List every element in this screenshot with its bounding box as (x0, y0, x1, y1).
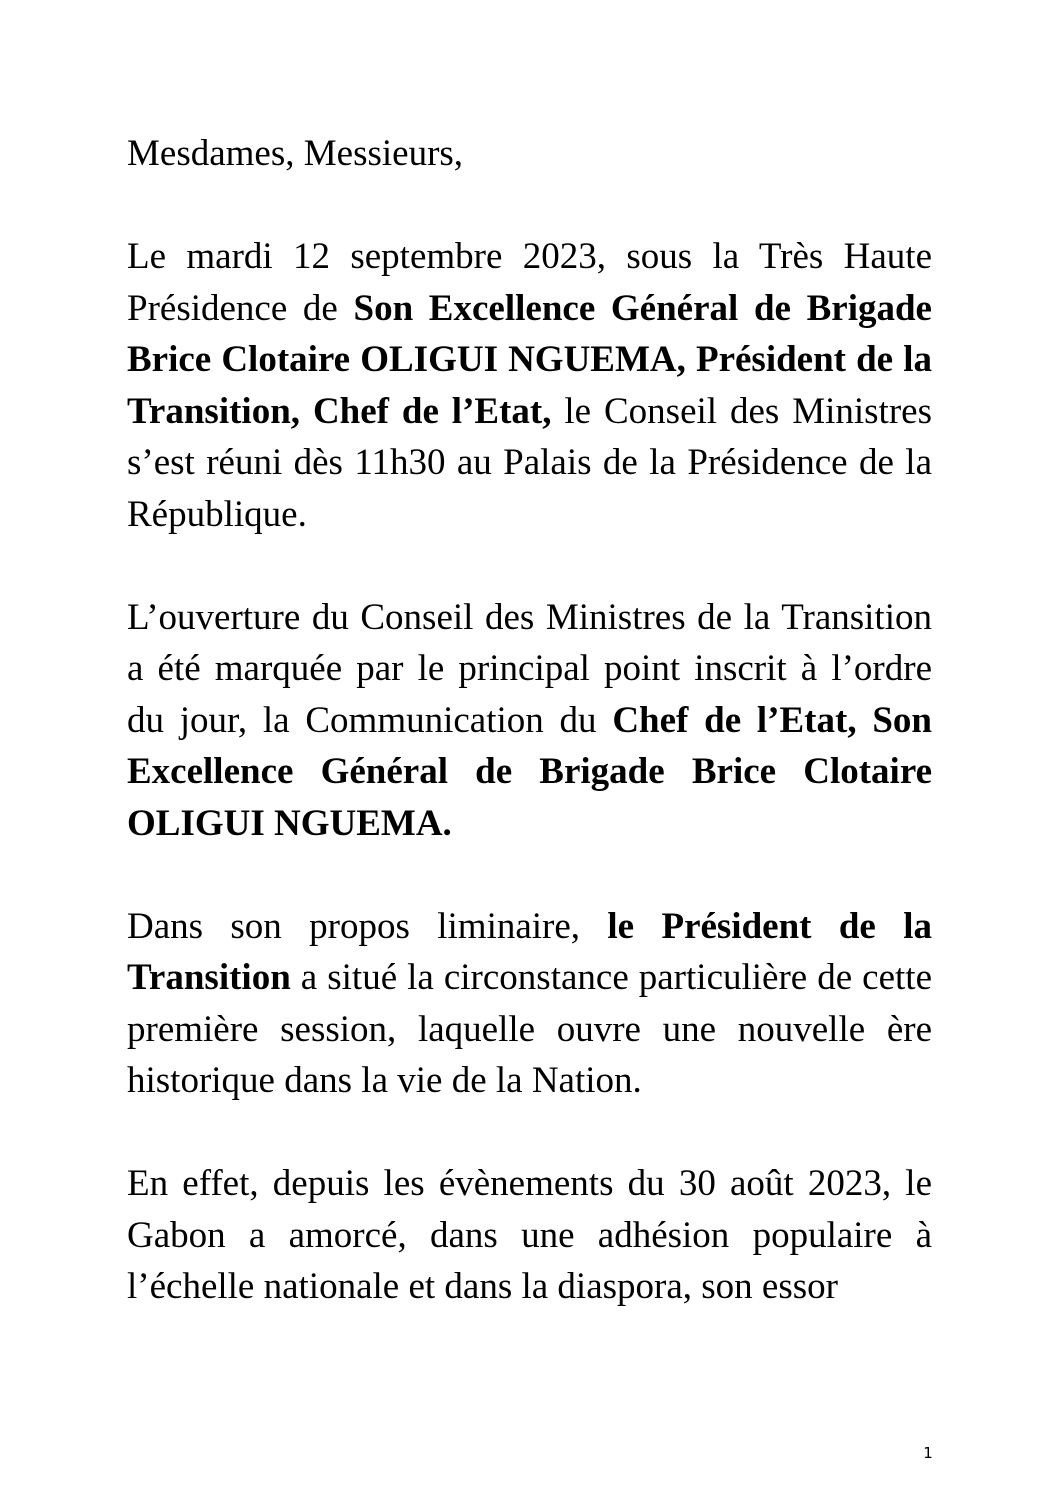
salutation: Mesdames, Messieurs, (127, 133, 464, 174)
paragraph-council-opening (127, 592, 932, 850)
paragraph-session-opening (127, 231, 932, 540)
text-run: a situé la circonstance particulière de cette première session, laquelle ouvre une nouvelle ère historique dans la vie de la Nation. (127, 957, 932, 1101)
text-run: En effet, depuis les évènements du 30 août 2023, le Gabon a amorcé, dans une adhésion populaire à l’échelle nationale et dans la diaspora, son essor (127, 1163, 932, 1307)
bold-text-run: Chef de l’Etat, Son Excellence Général de Brigade Brice Clotaire OLIGUI NGUEMA. (127, 699, 932, 844)
text-run: le Conseil des Ministres s’est réuni dès 11h30 au Palais de la Présidence de la République. (127, 390, 932, 535)
text-run: Le mardi 12 septembre 2023, sous la Très Haute Présidence de (127, 236, 932, 329)
bold-text-run: Son Excellence Général de Brigade Brice Clotaire OLIGUI NGUEMA, Président de la Transition, Chef de l’Etat, (127, 287, 932, 432)
paragraph-introductory-remarks (127, 901, 932, 1107)
document-body (127, 128, 932, 1313)
paragraph-events-context (127, 1158, 932, 1313)
page-number: 1 (923, 1444, 933, 1462)
text-run: L’ouverture du Conseil des Ministres de la Transition a été marquée par le principal point inscrit à l’ordre du jour, la Communication du (127, 596, 932, 741)
text-run: Dans son propos liminaire, (127, 905, 608, 947)
bold-text-run: le Président de la Transition (127, 905, 932, 998)
